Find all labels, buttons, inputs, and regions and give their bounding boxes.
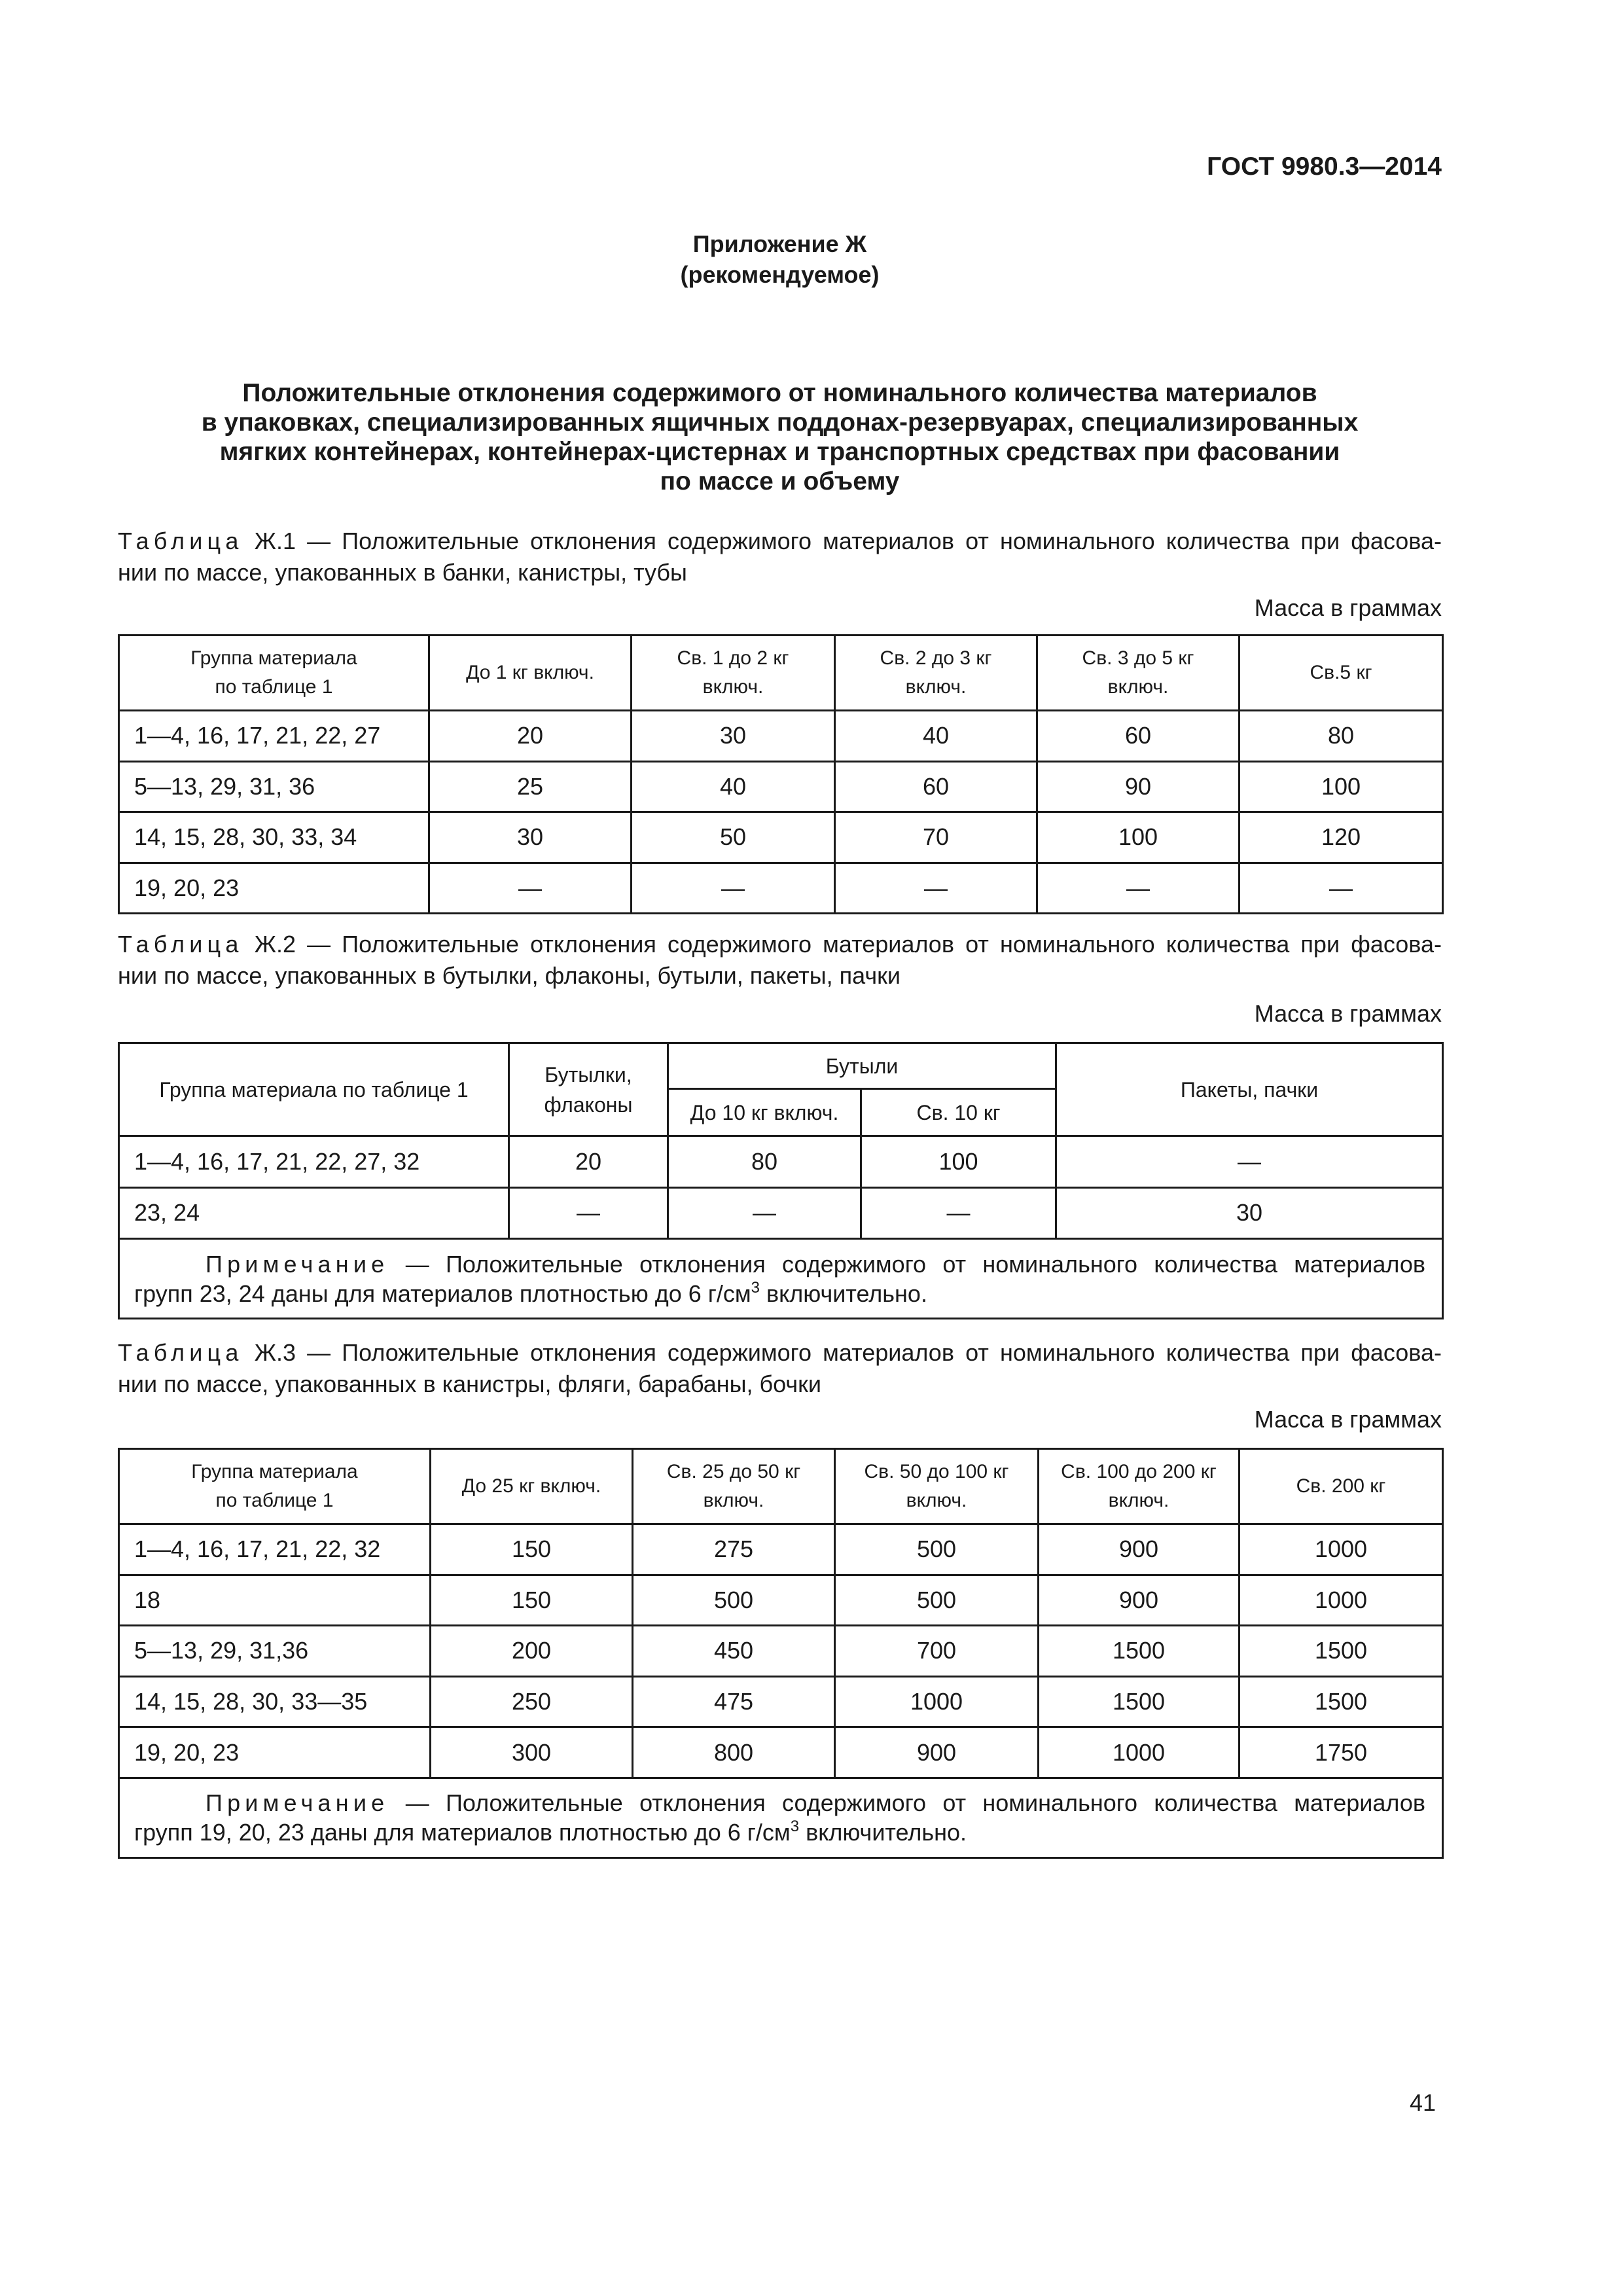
value-cell: 300 [431,1727,633,1778]
title-line: Положительные отклонения содержимого от номинального количества материалов [242,379,1317,407]
header-packs [1056,1043,1443,1136]
value-cell: 800 [633,1727,835,1778]
value-cell: 30 [429,812,632,863]
value-cell: — [668,1187,861,1239]
header-line: До 10 кг включ. [690,1100,839,1124]
unit-label: Масса в граммах [1254,1000,1442,1027]
table-body [119,711,1443,914]
header-line: по таблице 1 [215,1490,334,1511]
table-zh3 [118,1448,1444,1859]
table-caption [118,929,1442,992]
title-line: по массе и объему [660,467,900,495]
value-cell: 250 [431,1676,633,1727]
header-material-group [119,636,429,711]
value-cell: 900 [1039,1524,1240,1575]
title-line: мягких контейнерах, контейнерах-цистернах и транспортных средствах при фасовании [219,438,1340,466]
appendix-label: Приложение Ж [692,230,867,257]
value-cell: 100 [1240,761,1443,812]
table-note [119,1778,1443,1857]
material-group-cell: 19, 20, 23 [119,863,429,914]
material-group-cell: 14, 15, 28, 30, 33—35 [119,1676,431,1727]
header-over-5kg [1240,636,1443,711]
table-note-body [119,1239,1443,1319]
header-line: включ. [702,676,764,698]
caption-line: нии по массе, упакованных в канистры, фляги, барабаны, бочки [118,1371,822,1397]
value-cell: 80 [668,1136,861,1188]
material-group-cell: 19, 20, 23 [119,1727,431,1778]
table-row [119,1676,1443,1727]
table-row [119,1187,1443,1239]
note-text: включительно. [766,1280,927,1307]
material-group-cell: 1—4, 16, 17, 21, 22, 32 [119,1524,431,1575]
value-cell: 70 [835,812,1037,863]
value-cell: 100 [861,1136,1056,1188]
caption-text: Ж.3 — Положительные отклонения содержимого материалов от номинального количества при фасова- [254,1339,1442,1366]
header-line: Св. 200 кг [1296,1475,1386,1497]
header-line: включ. [703,1490,764,1511]
value-cell: 450 [633,1626,835,1677]
value-cell: 1000 [1240,1524,1443,1575]
header-up-to-25kg [431,1449,633,1524]
value-cell: 80 [1240,711,1443,762]
caption-line [118,929,1442,960]
value-cell: 1000 [1039,1727,1240,1778]
table-row [119,761,1443,812]
value-cell: — [1056,1136,1443,1188]
caption-line: нии по массе, упакованных в банки, канистры, тубы [118,559,687,586]
table-header-row [119,1043,1443,1089]
table-row [119,863,1443,914]
value-cell: 1500 [1039,1676,1240,1727]
note-label: Примечание [205,1789,389,1817]
table-zh1 [118,634,1444,914]
value-cell: 1500 [1039,1626,1240,1677]
caption-line [118,526,1442,557]
header-line: Св. 2 до 3 кг [880,647,992,669]
value-cell: 900 [835,1727,1039,1778]
caption-text: Ж.1 — Положительные отклонения содержимого материалов от номинального количества при фасова- [254,528,1442,554]
table-header-row [119,1449,1443,1524]
material-group-cell: 1—4, 16, 17, 21, 22, 27 [119,711,429,762]
table-row [119,1524,1443,1575]
value-cell: 30 [1056,1187,1443,1239]
material-group-cell: 14, 15, 28, 30, 33, 34 [119,812,429,863]
value-cell: 100 [1037,812,1240,863]
header-bottles-flacons [509,1043,668,1136]
note-line [134,1249,1425,1279]
value-cell: 20 [429,711,632,762]
value-cell: — [429,863,632,914]
unit-label: Масса в граммах [1254,594,1442,621]
note-text: включительно. [806,1819,967,1846]
value-cell: 150 [431,1575,633,1626]
table-note-body [119,1778,1443,1857]
header-3-to-5kg [1037,636,1240,711]
value-cell: 500 [835,1575,1039,1626]
header-line: включ. [905,676,967,698]
caption-line: нии по массе, упакованных в бутылки, флаконы, бутыли, пакеты, пачки [118,962,901,989]
value-cell: 30 [632,711,835,762]
value-cell: 60 [1037,711,1240,762]
header-line: включ. [906,1490,967,1511]
value-cell: 900 [1039,1575,1240,1626]
value-cell: 275 [633,1524,835,1575]
value-cell: 1750 [1240,1727,1443,1778]
table-body [119,1136,1443,1239]
header-25-to-50kg [633,1449,835,1524]
value-cell: 40 [835,711,1037,762]
header-line: До 1 кг включ. [466,662,594,683]
table-row [119,1727,1443,1778]
page-number: 41 [1409,2089,1436,2116]
header-line: Св. 3 до 5 кг [1082,647,1194,669]
note-line [134,1788,1425,1818]
header-over-200kg [1240,1449,1443,1524]
document-code: ГОСТ 9980.3—2014 [1207,152,1442,181]
note-label: Примечание [205,1250,389,1278]
header-line: Св. 50 до 100 кг [864,1461,1009,1482]
header-up-to-1kg [429,636,632,711]
header-material-group [119,1043,509,1136]
header-2-to-3kg [835,636,1037,711]
value-cell: 500 [835,1524,1039,1575]
table-body [119,1524,1443,1778]
header-line: Св.5 кг [1310,662,1372,683]
material-group-cell: 18 [119,1575,431,1626]
table-row [119,812,1443,863]
table-row [119,1575,1443,1626]
value-cell: — [861,1187,1056,1239]
caption-line [118,1337,1442,1369]
header-large-bottles-over-10kg [861,1089,1056,1136]
value-cell: 1000 [835,1676,1039,1727]
header-line: включ. [1108,1490,1169,1511]
table-header-row [119,636,1443,711]
value-cell: 50 [632,812,835,863]
value-cell: 1500 [1240,1676,1443,1727]
unit-label: Масса в граммах [1254,1406,1442,1433]
header-100-to-200kg [1039,1449,1240,1524]
appendix-heading [118,228,1442,290]
table-zh2 [118,1042,1444,1319]
value-cell: 1000 [1240,1575,1443,1626]
header-line: Пакеты, пачки [1180,1077,1319,1102]
note-text: — Положительные отклонения содержимого от номинального количества материалов [405,1789,1425,1817]
table-row [119,1626,1443,1677]
caption-label: Таблица [118,931,243,958]
header-50-to-100kg [835,1449,1039,1524]
header-line: флаконы [544,1092,633,1117]
table-note-row [119,1778,1443,1857]
value-cell: 150 [431,1524,633,1575]
header-large-bottles [668,1043,1056,1089]
header-line: Св. 1 до 2 кг [677,647,789,669]
caption-text: Ж.2 — Положительные отклонения содержимого материалов от номинального количества при фасова- [254,931,1442,958]
value-cell: 40 [632,761,835,812]
caption-label: Таблица [118,528,243,554]
table-note-row [119,1239,1443,1319]
header-line: Группа материала [190,647,357,669]
table-note [119,1239,1443,1319]
note-text: групп 23, 24 даны для материалов плотностью до 6 г/см [134,1280,751,1307]
header-line: Группа материала [191,1461,358,1482]
appendix-title [118,378,1442,496]
value-cell: 25 [429,761,632,812]
header-line: До 25 кг включ. [461,1475,601,1497]
note-superscript: 3 [790,1818,800,1836]
title-line: в упаковках, специализированных ящичных поддонах-резервуарах, специализированных [201,408,1359,437]
note-superscript: 3 [751,1278,760,1297]
value-cell: — [1240,863,1443,914]
value-cell: 475 [633,1676,835,1727]
value-cell: — [509,1187,668,1239]
table-row [119,711,1443,762]
header-line: Группа материала по таблице 1 [159,1077,469,1102]
table-row [119,1136,1443,1188]
header-line: Бутылки, [544,1062,632,1086]
value-cell: — [632,863,835,914]
value-cell: — [835,863,1037,914]
table-caption [118,526,1442,588]
value-cell: 700 [835,1626,1039,1677]
value-cell: 500 [633,1575,835,1626]
header-line: Св. 10 кг [916,1100,1001,1124]
value-cell: 90 [1037,761,1240,812]
header-line: включ. [1107,676,1169,698]
table-caption [118,1337,1442,1400]
note-line [134,1279,1425,1308]
value-cell: 200 [431,1626,633,1677]
header-1-to-2kg [632,636,835,711]
header-large-bottles-up-to-10kg [668,1089,861,1136]
value-cell: 120 [1240,812,1443,863]
note-line [134,1818,1425,1847]
material-group-cell: 23, 24 [119,1187,509,1239]
caption-label: Таблица [118,1339,243,1366]
header-line: Бутыли [825,1054,899,1078]
header-line: Св. 100 до 200 кг [1061,1461,1217,1482]
material-group-cell: 1—4, 16, 17, 21, 22, 27, 32 [119,1136,509,1188]
value-cell: — [1037,863,1240,914]
appendix-type: (рекомендуемое) [680,261,880,288]
header-material-group [119,1449,431,1524]
header-line: Св. 25 до 50 кг [666,1461,801,1482]
material-group-cell: 5—13, 29, 31, 36 [119,761,429,812]
value-cell: 60 [835,761,1037,812]
value-cell: 1500 [1240,1626,1443,1677]
material-group-cell: 5—13, 29, 31,36 [119,1626,431,1677]
value-cell: 20 [509,1136,668,1188]
note-text: групп 19, 20, 23 даны для материалов плотностью до 6 г/см [134,1819,791,1846]
header-line: по таблице 1 [215,676,333,698]
note-text: — Положительные отклонения содержимого от номинального количества материалов [405,1250,1425,1278]
